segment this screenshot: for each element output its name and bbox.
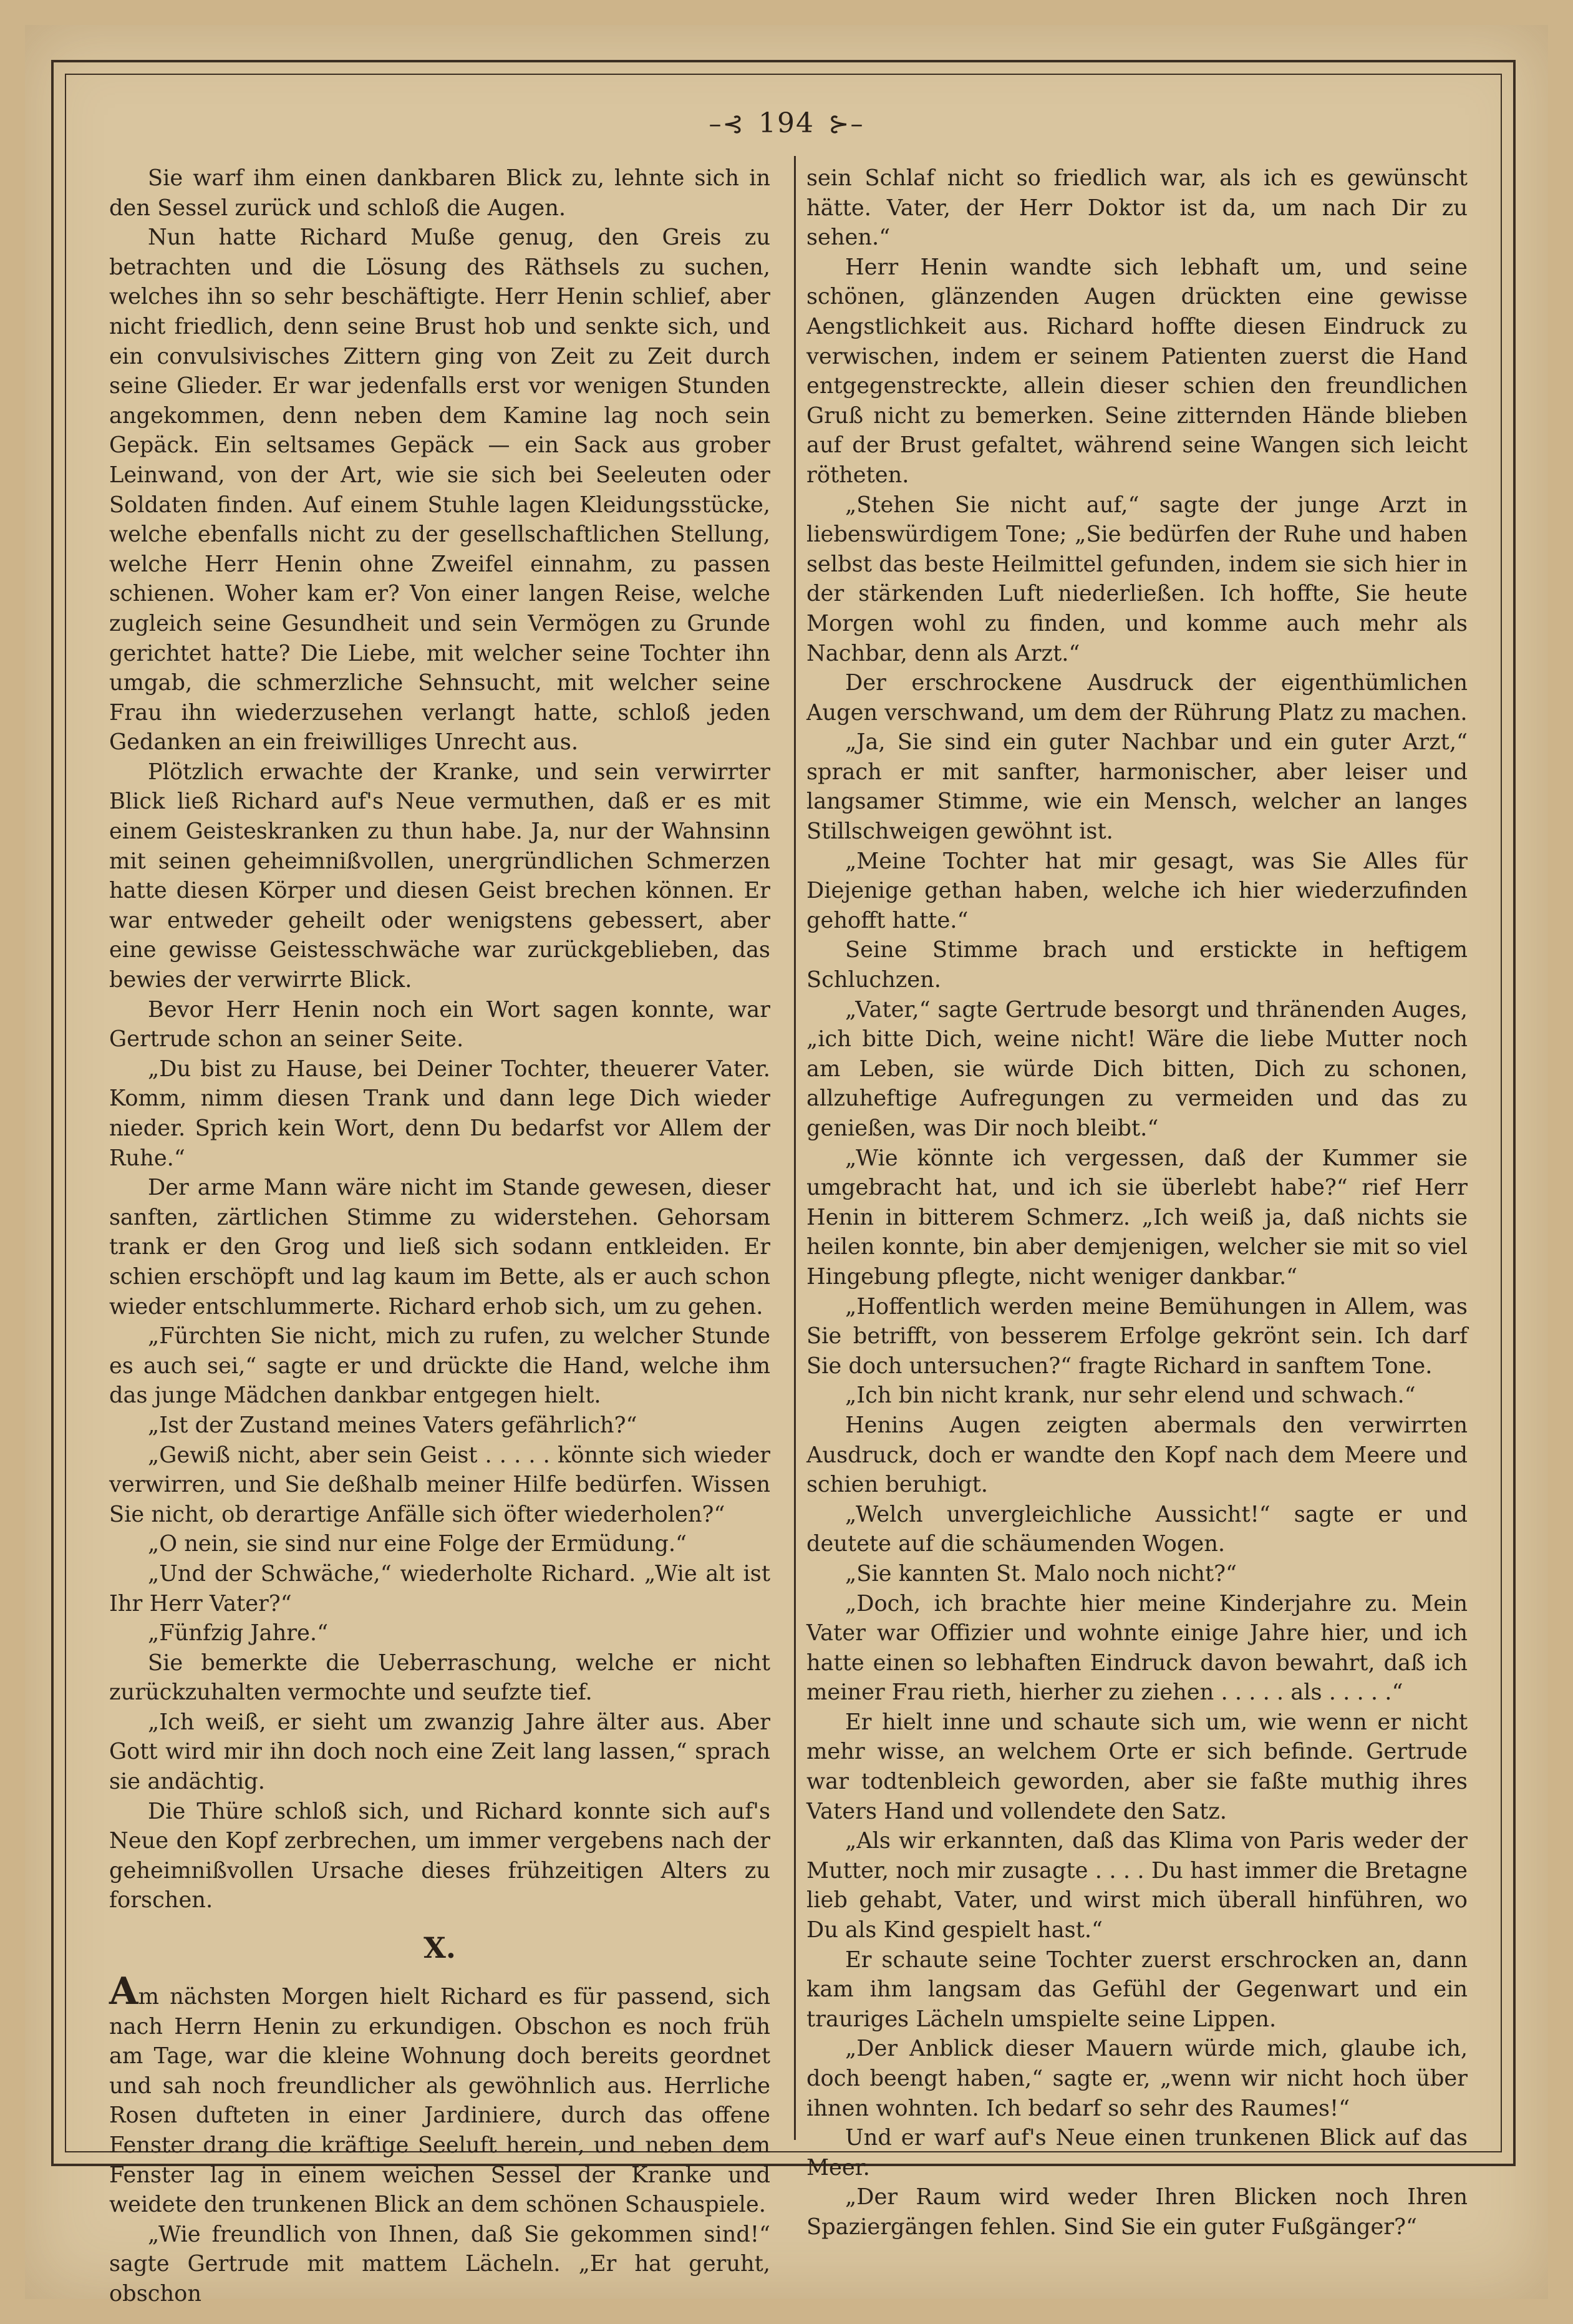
paragraph: „Gewiß nicht, aber sein Geist . . . . . könnte sich wieder verwirren, und Sie deßhalb meiner Hilfe bedürfen. Wissen Sie nicht, ob derartige Anfälle sich öfter wiederholen?“ [109,1442,770,1527]
paragraph: Und er warf auf's Neue einen trunkenen Blick auf das Meer. [806,2125,1468,2181]
paragraph: Bevor Herr Henin noch ein Wort sagen konnte, war Gertrude schon an seiner Seite. [109,996,770,1053]
paragraph: Sie bemerkte die Ueberraschung, welche er nicht zurückzuhalten vermochte und seufzte tief. [109,1650,770,1706]
paragraph: Seine Stimme brach und erstickte in heftigem Schluchzen. [806,937,1468,993]
paragraph: Plötzlich erwachte der Kranke, und sein verwirrter Blick ließ Richard auf's Neue vermuthen, daß er es mit einem Geisteskranken zu thun habe. Ja, nur der Wahnsinn mit seinen geheimnißvollen, unergründlichen Schmerzen hatte diesen Körper und diesen Geist brechen können. Er war entweder geheilt oder wenigstens gebessert, aber eine gewisse Geistesschwäche war zurückgeblieben, das bewies der verwirrte Blick. [109,759,770,993]
paragraph: „O nein, sie sind nur eine Folge der Ermüdung.“ [148,1531,687,1557]
paragraph: Er hielt inne und schaute sich um, wie wenn er nicht mehr wisse, an welchem Orte er sich befinde. Gertrude war todtenbleich geworden, aber sie faßte muthig ihres Vaters Hand und vollendete den Satz. [806,1709,1468,1824]
paragraph: „Sie kannten St. Malo noch nicht?“ [845,1560,1237,1587]
paragraph: „Welch unvergleichliche Aussicht!“ sagte er und deutete auf die schäumenden Wogen. [806,1501,1468,1557]
page-number: 194 [758,107,815,139]
paragraph: „Du bist zu Hause, bei Deiner Tochter, theuerer Vater. Komm, nimm diesen Trank und dann lege Dich wieder nieder. Sprich kein Wort, denn Du bedarfst vor Allem der Ruhe.“ [109,1056,770,1171]
paragraph: Die Thüre schloß sich, und Richard konnte sich auf's Neue den Kopf zerbrechen, um immer vergebens nach der geheimnißvollen Ursache dieses frühzeitigen Alters zu forschen. [109,1798,770,1913]
paragraph: Sie warf ihm einen dankbaren Blick zu, lehnte sich in den Sessel zurück und schloß die Augen. [109,165,770,221]
chapter-opening-paragraph [109,1970,770,2220]
paragraph: „Der Raum wird weder Ihren Blicken noch Ihren Spaziergängen fehlen. Sind Sie ein guter Fußgänger?“ [806,2184,1468,2240]
paragraph: „Ja, Sie sind ein guter Nachbar und ein guter Arzt,“ sprach er mit sanfter, harmonischer, aber leiser und langsamer Stimme, wie ein Mensch, welcher an langes Stillschweigen gewöhnt ist. [806,729,1468,845]
ornament-left: –⊰ [709,110,745,139]
page-number-header [0,107,1573,139]
paragraph: Henins Augen zeigten abermals den verwirrten Ausdruck, doch er wandte den Kopf nach dem Meere und schien beruhigt. [806,1412,1468,1498]
paragraph: „Doch, ich brachte hier meine Kinderjahre zu. Mein Vater war Offizier und wohnte einige Jahre hier, und ich hatte einen so lebhaften Eindruck davon bewahrt, daß ich meiner Frau rieth, hierher zu ziehen . . . . . als . . . . .“ [806,1590,1468,1706]
paragraph: „Meine Tochter hat mir gesagt, was Sie Alles für Diejenige gethan haben, welche ich hier wiederzufinden gehofft hatte.“ [806,848,1468,933]
paragraph: Nun hatte Richard Muße genug, den Greis zu betrachten und die Lösung des Räthsels zu suchen, welches ihn so sehr beschäftigte. Herr Henin schlief, aber nicht friedlich, denn seine Brust hob und senkte sich, und ein convulsivisches Zittern ging von Zeit zu Zeit durch seine Glieder. Er war jedenfalls erst vor wenigen Stunden angekommen, denn neben dem Kamine lag noch sein Gepäck. Ein seltsames Gepäck — ein Sack aus grober Leinwand, von der Art, wie sie sich bei Seeleuten oder Soldaten finden. Auf einem Stuhle lagen Kleidungsstücke, welche ebenfalls nicht zu der gesellschaftlichen Stellung, welche Herr Henin ohne Zweifel einnahm, zu passen schienen. Woher kam er? Von einer langen Reise, welche zugleich seine Gesundheit und sein Vermögen zu Grunde gerichtet hatte? Die Liebe, mit welcher seine Tochter ihn umgab, die schmerzliche Sehnsucht, mit welcher seine Frau ihn wiederzusehen verlangt hatte, schloß jeden Gedanken an ein freiwilliges Unrecht aus. [109,225,770,756]
right-column [806,163,1468,2240]
ornament-right: ⊱– [828,110,864,139]
paragraph: „Der Anblick dieser Mauern würde mich, glaube ich, doch beengt haben,“ sagte er, „wenn wir nicht hoch über ihnen wohnten. Ich bedarf so sehr des Raumes!“ [806,2036,1468,2121]
paragraph: „Vater,“ sagte Gertrude besorgt und thränenden Auges, „ich bitte Dich, weine nicht! Wäre die liebe Mutter noch am Leben, sie würde Dich bitten, Dich zu schonen, allzuheftige Aufregungen zu vermeiden und das zu genießen, was Dir noch bleibt.“ [806,996,1468,1141]
chapter-heading: X. [424,1931,456,1965]
paragraph: „Wie könnte ich vergessen, daß der Kummer sie umgebracht hat, und ich sie überlebt habe?“ rief Herr Henin in bitterem Schmerz. „Ich weiß ja, daß nichts sie heilen konnte, bin aber demjenigen, welcher sie mit so viel Hingebung pflegte, nicht weniger dankbar.“ [806,1145,1468,1290]
paragraph: „Hoffentlich werden meine Bemühungen in Allem, was Sie betrifft, von besserem Erfolge gekrönt sein. Ich darf Sie doch untersuchen?“ fragte Richard in sanftem Tone. [806,1293,1468,1379]
paragraph: Der arme Mann wäre nicht im Stande gewesen, dieser sanften, zärtlichen Stimme zu widerstehen. Gehorsam trank er den Grog und ließ sich sodann entkleiden. Er schien erschöpft und lag kaum im Bette, als er auch schon wieder entschlummerte. Richard erhob sich, um zu gehen. [109,1175,770,1320]
paragraph: „Ich weiß, er sieht um zwanzig Jahre älter aus. Aber Gott wird mir ihn doch noch eine Zeit lang lassen,“ sprach sie andächtig. [109,1709,770,1795]
paragraph: Er schaute seine Tochter zuerst erschrocken an, dann kam ihm langsam das Gefühl der Gegenwart und ein trauriges Lächeln umspielte seine Lippen. [806,1947,1468,2032]
paragraph: „Stehen Sie nicht auf,“ sagte der junge Arzt in liebenswürdigem Tone; „Sie bedürfen der Ruhe und haben selbst das beste Heilmittel gefunden, indem sie sich hier in der stärkenden Luft niederließen. Ich hoffte, Sie heute Morgen wohl zu finden, und komme auch mehr als Nachbar, denn als Arzt.“ [806,492,1468,666]
drop-cap: A [109,1970,138,2014]
paragraph: „Ist der Zustand meines Vaters gefährlich?“ [148,1412,637,1438]
paragraph: „Ich bin nicht krank, nur sehr elend und schwach.“ [845,1383,1416,1409]
left-column [109,163,770,2307]
paragraph: „Fünfzig Jahre.“ [148,1620,329,1646]
paragraph: „Wie freundlich von Ihnen, daß Sie gekommen sind!“ sagte Gertrude mit mattem Lächeln. „Er hat geruht, obschon [109,2221,770,2307]
paragraph: „Fürchten Sie nicht, mich zu rufen, zu welcher Stunde es auch sei,“ sagte er und drückte die Hand, welche ihm das junge Mädchen dankbar entgegen hielt. [109,1323,770,1409]
chapter-opening-text: m nächsten Morgen hielt Richard es für passend, sich nach Herrn Henin zu erkundigen. Obschon es noch früh am Tage, war die kleine Wohnung doch bereits geordnet und sah noch freundlicher als gewöhnlich aus. Herrliche Rosen dufteten in einer Jardiniere, durch das offene Fenster drang die kräftige Seeluft herein, und neben dem Fenster lag in einem weichen Sessel der Kranke und weidete den trunkenen Blick an dem schönen Schauspiele. [109,1984,770,2218]
paragraph: „Als wir erkannten, daß das Klima von Paris weder der Mutter, noch mir zusagte . . . . Du hast immer die Bretagne lieb gehabt, Vater, und wirst mich überall hinführen, wo Du als Kind gespielt hast.“ [806,1828,1468,1943]
column-divider [794,156,796,2140]
paragraph: „Und der Schwäche,“ wiederholte Richard. „Wie alt ist Ihr Herr Vater?“ [109,1560,770,1617]
paragraph: Der erschrockene Ausdruck der eigenthümlichen Augen verschwand, um dem der Rührung Platz zu machen. [806,670,1468,726]
paragraph: Herr Henin wandte sich lebhaft um, und seine schönen, glänzenden Augen drückten eine gewisse Aengstlichkeit aus. Richard hoffte diesen Eindruck zu verwischen, indem er seinem Patienten zuerst die Hand entgegenstreckte, allein dieser schien den freundlichen Gruß nicht zu bemerken. Seine zitternden Hände blieben auf der Brust gefaltet, während seine Wangen sich leicht rötheten. [806,254,1468,488]
continued-paragraph: sein Schlaf nicht so friedlich war, als ich es gewünscht hätte. Vater, der Herr Doktor ist da, um nach Dir zu sehen.“ [806,165,1468,251]
